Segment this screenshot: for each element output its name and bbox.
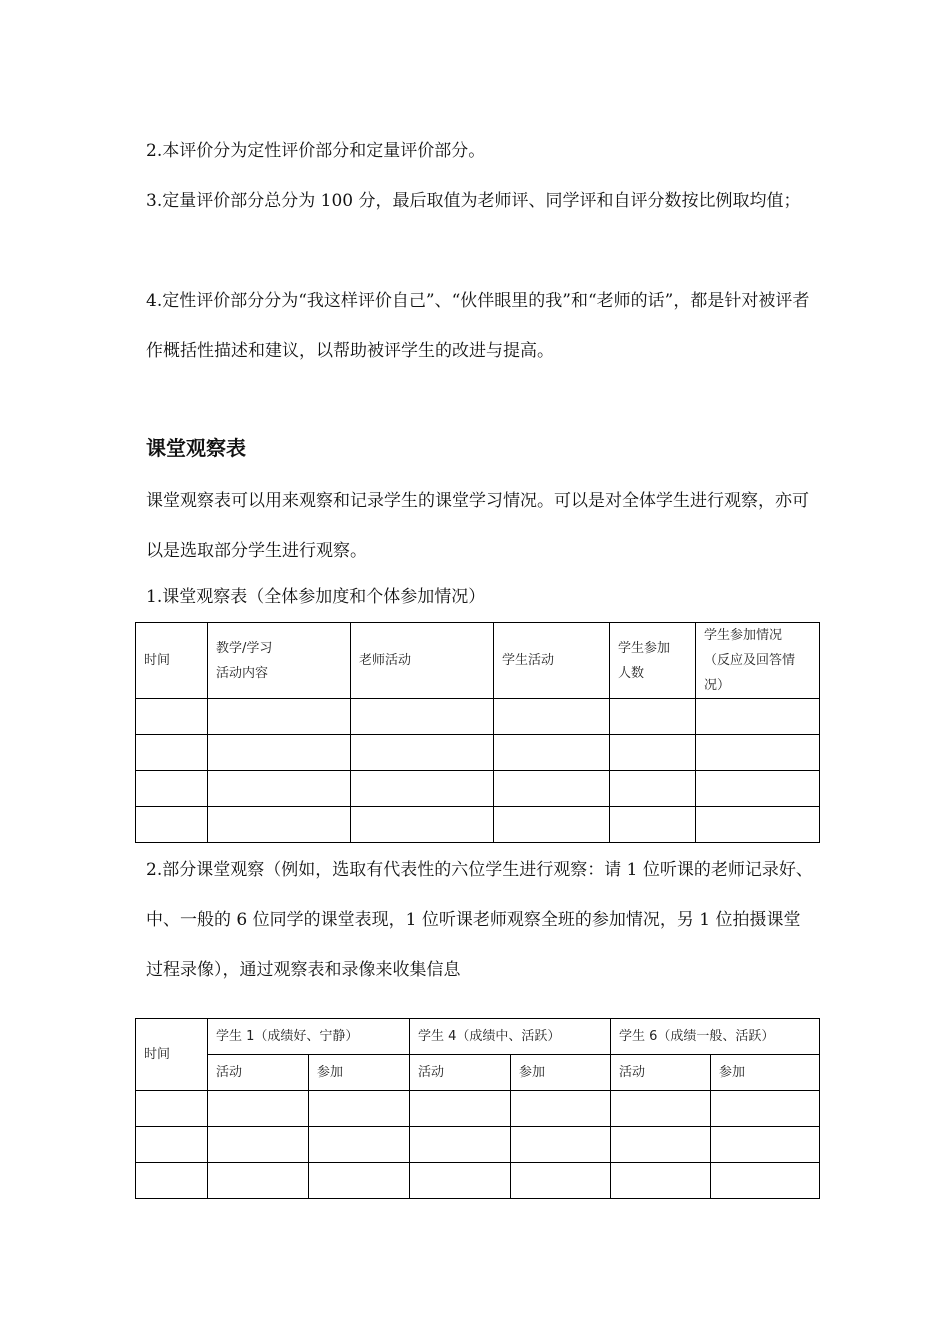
empty-cell <box>511 1163 611 1199</box>
table-row <box>136 699 820 735</box>
empty-cell <box>696 771 820 807</box>
empty-cell <box>696 699 820 735</box>
empty-cell <box>208 1163 309 1199</box>
table-header-row <box>136 1019 820 1055</box>
empty-cell <box>351 807 494 843</box>
empty-cell <box>351 771 494 807</box>
empty-cell <box>711 1127 820 1163</box>
empty-cell <box>610 735 696 771</box>
empty-cell <box>696 807 820 843</box>
empty-cell <box>410 1091 511 1127</box>
header-cell: 时间 <box>136 1019 208 1091</box>
empty-cell <box>410 1163 511 1199</box>
header-cell: 教学/学习 活动内容 <box>208 623 351 699</box>
empty-cell <box>208 699 351 735</box>
empty-cell <box>136 1127 208 1163</box>
empty-cell <box>309 1163 410 1199</box>
empty-cell <box>611 1163 711 1199</box>
table-subheader-row <box>136 1055 820 1091</box>
empty-cell <box>611 1127 711 1163</box>
paragraph-quantitative-score: 3.定量评价部分总分为 100 分，最后取值为老师评、同学评和自评分数按比例取均值； <box>146 191 801 211</box>
subheader-cell: 活动 <box>208 1055 309 1091</box>
section-title: 课堂观察表 <box>146 436 246 460</box>
empty-cell <box>208 735 351 771</box>
empty-cell <box>494 771 610 807</box>
empty-cell <box>494 699 610 735</box>
table1-caption: 1.课堂观察表（全体参加度和个体参加情况） <box>146 587 486 607</box>
subheader-cell: 活动 <box>611 1055 711 1091</box>
table-row <box>136 1127 820 1163</box>
empty-cell <box>136 807 208 843</box>
empty-cell <box>611 1091 711 1127</box>
table2-caption: 2.部分课堂观察（例如，选取有代表性的六位学生进行观察：请 1 位听课的老师记录好、中、一般的 6 位同学的课堂表现，1 位听课老师观察全班的参加情况，另 1 位拍摄课堂过程录像），通过观察表和录像来收集信息 <box>146 860 813 980</box>
empty-cell <box>711 1163 820 1199</box>
subheader-cell: 参加 <box>309 1055 410 1091</box>
header-cell: 时间 <box>136 623 208 699</box>
empty-cell <box>136 1163 208 1199</box>
empty-cell <box>208 1091 309 1127</box>
empty-cell <box>696 735 820 771</box>
subheader-cell: 参加 <box>711 1055 820 1091</box>
empty-cell <box>410 1127 511 1163</box>
empty-cell <box>208 1127 309 1163</box>
empty-cell <box>610 699 696 735</box>
student-group-header: 学生 1（成绩好、宁静） <box>208 1019 410 1055</box>
empty-cell <box>610 771 696 807</box>
subheader-cell: 参加 <box>511 1055 611 1091</box>
student-group-header: 学生 6（成绩一般、活跃） <box>611 1019 820 1055</box>
partial-observation-table <box>135 1018 820 1199</box>
empty-cell <box>494 735 610 771</box>
empty-cell <box>309 1127 410 1163</box>
section-intro: 课堂观察表可以用来观察和记录学生的课堂学习情况。可以是对全体学生进行观察，亦可以是选取部分学生进行观察。 <box>146 491 809 561</box>
student-group-header: 学生 4（成绩中、活跃） <box>410 1019 611 1055</box>
empty-cell <box>351 735 494 771</box>
empty-cell <box>711 1091 820 1127</box>
header-cell: 学生活动 <box>494 623 610 699</box>
paragraph-qualitative-parts: 4.定性评价部分分为“我这样评价自己”、“伙伴眼里的我”和“老师的话”，都是针对被评者作概括性描述和建议，以帮助被评学生的改进与提高。 <box>146 291 810 361</box>
paragraph-evaluation-parts: 2.本评价分为定性评价部分和定量评价部分。 <box>146 141 486 161</box>
empty-cell <box>136 735 208 771</box>
empty-cell <box>511 1127 611 1163</box>
table-row <box>136 1091 820 1127</box>
table-row <box>136 735 820 771</box>
empty-cell <box>136 771 208 807</box>
empty-cell <box>494 807 610 843</box>
header-cell: 老师活动 <box>351 623 494 699</box>
empty-cell <box>136 699 208 735</box>
table-row <box>136 807 820 843</box>
empty-cell <box>610 807 696 843</box>
empty-cell <box>208 771 351 807</box>
class-observation-table <box>135 622 820 843</box>
header-cell: 学生参加 人数 <box>610 623 696 699</box>
table-row <box>136 1163 820 1199</box>
empty-cell <box>309 1091 410 1127</box>
table-row <box>136 771 820 807</box>
table-header-row <box>136 623 820 699</box>
empty-cell <box>511 1091 611 1127</box>
empty-cell <box>208 807 351 843</box>
empty-cell <box>351 699 494 735</box>
header-cell: 学生参加情况 （反应及回答情况） <box>696 623 820 699</box>
empty-cell <box>136 1091 208 1127</box>
subheader-cell: 活动 <box>410 1055 511 1091</box>
